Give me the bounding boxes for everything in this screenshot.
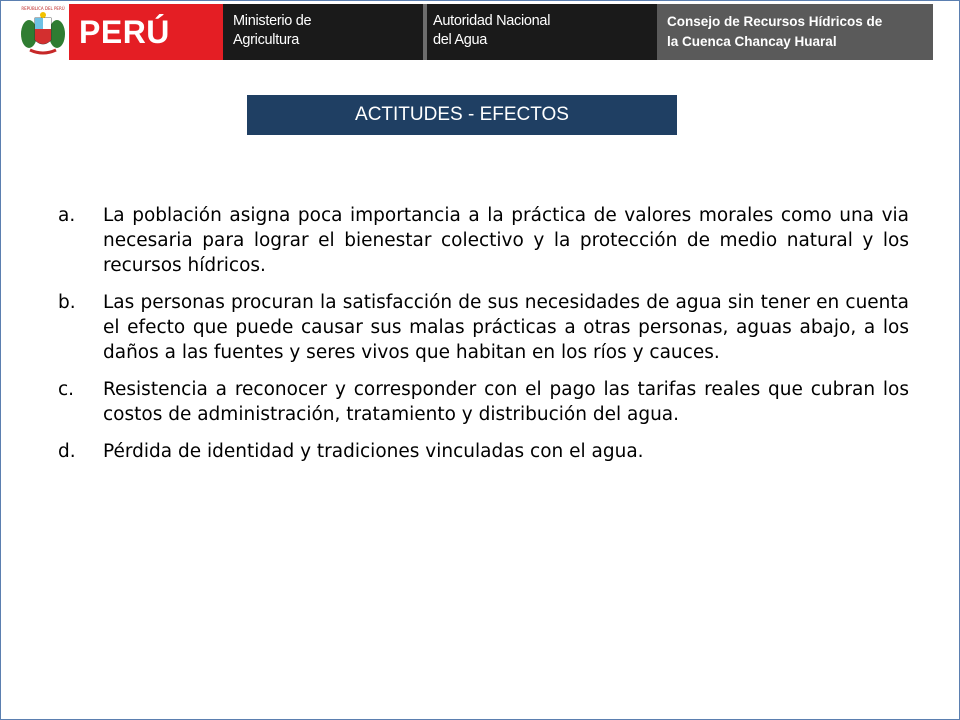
country-label: PERÚ [69, 4, 223, 60]
list-item [58, 377, 909, 427]
list-item [58, 439, 909, 464]
list-item [58, 203, 909, 278]
list-item-text: Pérdida de identidad y tradiciones vinculadas con el agua. [103, 441, 644, 462]
list-item-text: La población asigna poca importancia a la práctica de valores morales como una via necesaria para lograr el bienestar colectivo y la protección de medio natural y los recursos hídricos. [103, 205, 909, 276]
authority-label: Autoridad Nacional del Agua [423, 4, 657, 60]
national-crest-icon [18, 4, 68, 58]
list-marker: b. [58, 292, 76, 313]
item-list [58, 203, 909, 476]
list-marker: c. [58, 379, 75, 400]
list-marker: d. [58, 441, 76, 462]
list-item [58, 290, 909, 365]
ministry-label: Ministerio de Agricultura [223, 4, 423, 60]
list-item-text: Resistencia a reconocer y corresponder con el pago las tarifas reales que cubran los costos de administración, tratamiento y distribución del agua. [103, 379, 909, 425]
svg-text:REPÚBLICA DEL PERÚ: REPÚBLICA DEL PERÚ [21, 6, 65, 11]
council-label: Consejo de Recursos Hídricos de la Cuenca Chancay Huaral [657, 4, 933, 60]
header-bar [0, 0, 960, 61]
list-item-text: Las personas procuran la satisfacción de sus necesidades de agua sin tener en cuenta el efecto que puede causar sus malas prácticas a otras personas, aguas abajo, a los daños a las fuentes y seres vivos que habitan en los ríos y cauces. [103, 292, 909, 363]
list-marker: a. [58, 205, 76, 226]
slide-title: ACTITUDES - EFECTOS [247, 95, 677, 135]
